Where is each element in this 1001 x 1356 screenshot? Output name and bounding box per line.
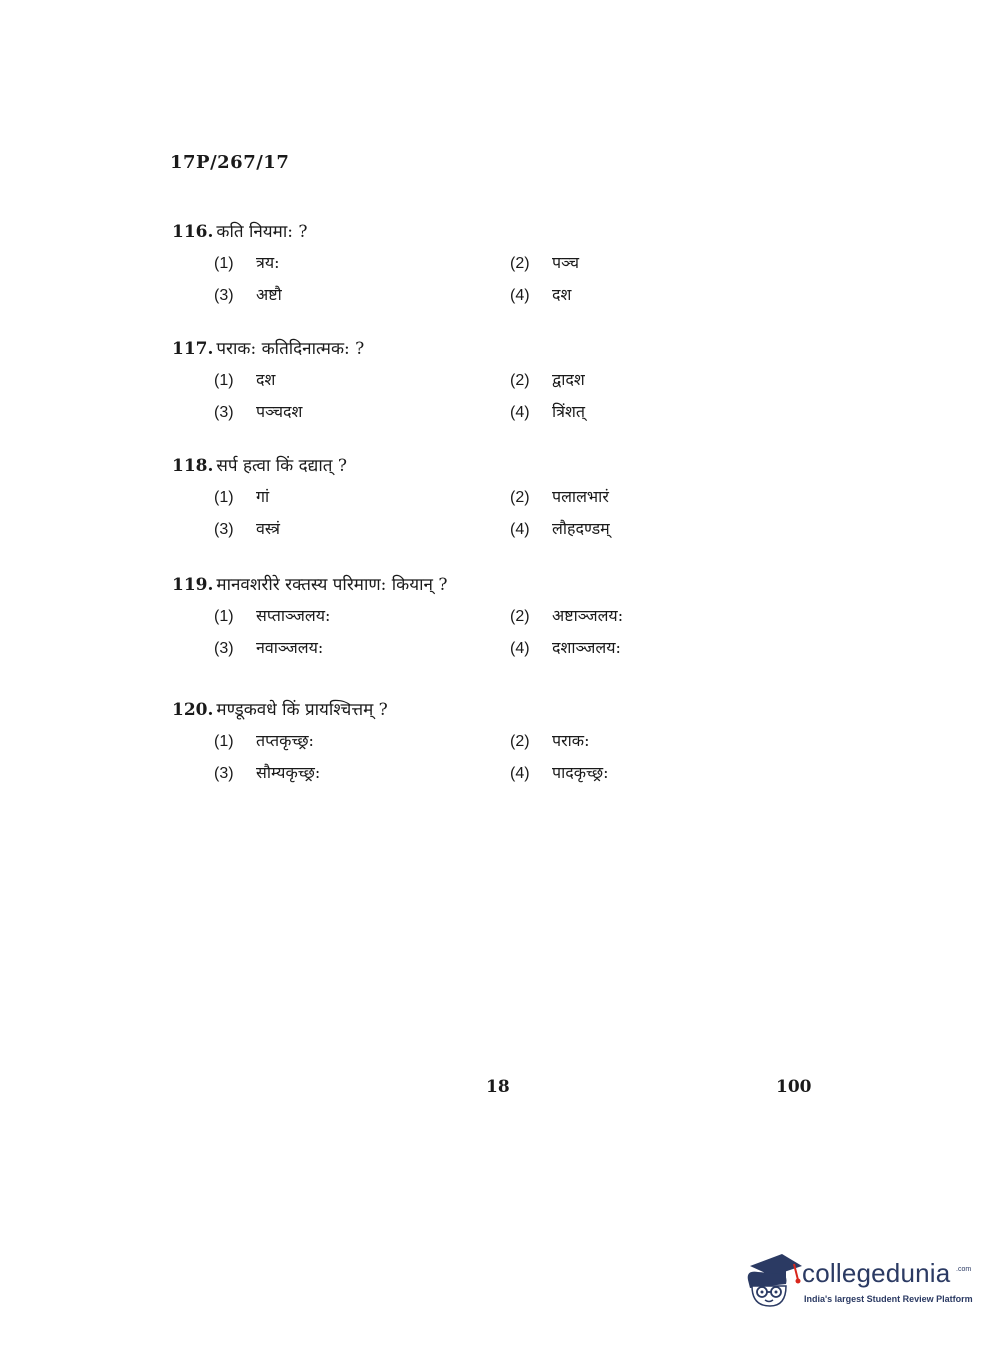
option-number: (4)	[510, 287, 530, 304]
option-3	[214, 518, 280, 541]
option-number: (4)	[510, 640, 530, 657]
question-number: 116.	[172, 222, 214, 242]
option-number: (2)	[510, 255, 530, 272]
option-2	[510, 730, 589, 753]
total-marks: 100	[776, 1077, 812, 1097]
option-text: लौहदण्डम्	[552, 519, 610, 538]
paper-code: 17P/267/17	[170, 152, 290, 173]
option-number: (1)	[214, 608, 234, 625]
option-number: (3)	[214, 640, 234, 657]
option-text: सौम्यकृच्छ्र:	[256, 763, 321, 782]
question-118	[172, 454, 732, 556]
option-number: (3)	[214, 404, 234, 421]
option-4	[510, 762, 609, 785]
option-number: (1)	[214, 255, 234, 272]
question-text: पराक: कतिदिनात्मक: ?	[216, 339, 365, 359]
option-2	[510, 252, 579, 275]
option-text: तप्तकृच्छ्र:	[256, 731, 314, 750]
question-stem	[172, 220, 732, 244]
option-text: अष्टौ	[256, 285, 282, 304]
option-text: पलालभारं	[552, 487, 609, 506]
option-text: पादकृच्छ्र:	[552, 763, 609, 782]
option-list	[172, 486, 732, 556]
question-116	[172, 220, 732, 322]
option-4	[510, 401, 585, 424]
option-text: त्रिंशत्	[552, 402, 585, 421]
option-number: (3)	[214, 287, 234, 304]
question-number: 117.	[172, 339, 214, 359]
question-text: मण्डूकवधे किं प्रायश्चित्तम् ?	[216, 700, 388, 720]
option-list	[172, 730, 732, 800]
option-number: (2)	[510, 608, 530, 625]
option-number: (1)	[214, 372, 234, 389]
option-3	[214, 401, 302, 424]
question-text: सर्प हत्वा किं दद्यात् ?	[216, 456, 347, 476]
option-list	[172, 605, 732, 675]
option-1	[214, 486, 269, 509]
option-text: दश	[552, 285, 572, 304]
option-number: (2)	[510, 489, 530, 506]
question-120	[172, 698, 732, 800]
watermark-tagline: India's largest Student Review Platform	[804, 1294, 973, 1304]
option-text: सप्ताञ्जलय:	[256, 606, 331, 625]
option-4	[510, 637, 621, 660]
option-number: (4)	[510, 765, 530, 782]
question-119	[172, 573, 732, 675]
question-number: 118.	[172, 456, 214, 476]
option-number: (1)	[214, 733, 234, 750]
option-text: त्रय:	[256, 253, 280, 272]
watermark-brand-name: collegedunia	[802, 1258, 951, 1288]
option-2	[510, 369, 585, 392]
option-number: (2)	[510, 372, 530, 389]
page-number: 18	[486, 1077, 510, 1097]
option-number: (2)	[510, 733, 530, 750]
option-3	[214, 637, 323, 660]
question-stem	[172, 698, 732, 722]
option-text: वस्त्रं	[256, 519, 280, 538]
question-117	[172, 337, 732, 439]
question-text: कति नियमा: ?	[216, 222, 308, 242]
option-text: दशाञ्जलय:	[552, 638, 621, 657]
option-text: पराक:	[552, 731, 590, 750]
option-text: गां	[256, 487, 270, 506]
option-text: पञ्च	[552, 253, 580, 272]
option-text: नवाञ्जलय:	[256, 638, 324, 657]
option-number: (1)	[214, 489, 234, 506]
option-1	[214, 730, 314, 753]
option-text: द्वादश	[552, 370, 585, 389]
option-text: अष्टाञ्जलय:	[552, 606, 624, 625]
option-text: पञ्चदश	[256, 402, 303, 421]
option-2	[510, 486, 609, 509]
option-3	[214, 762, 320, 785]
option-4	[510, 284, 571, 307]
option-1	[214, 605, 330, 628]
option-1	[214, 252, 280, 275]
option-number: (3)	[214, 521, 234, 538]
option-text: दश	[256, 370, 276, 389]
option-number: (4)	[510, 521, 530, 538]
question-stem	[172, 573, 732, 597]
student-mascot-icon	[742, 1250, 804, 1312]
watermark-domain: .com	[956, 1266, 972, 1273]
option-number: (4)	[510, 404, 530, 421]
question-number: 120.	[172, 700, 214, 720]
collegedunia-watermark	[742, 1250, 972, 1320]
option-number: (3)	[214, 765, 234, 782]
question-text: मानवशरीरे रक्तस्य परिमाण: कियान् ?	[216, 575, 448, 595]
question-stem	[172, 337, 732, 361]
option-list	[172, 369, 732, 439]
option-4	[510, 518, 610, 541]
question-stem	[172, 454, 732, 478]
question-number: 119.	[172, 575, 214, 595]
option-list	[172, 252, 732, 322]
option-1	[214, 369, 275, 392]
option-3	[214, 284, 282, 307]
option-2	[510, 605, 623, 628]
